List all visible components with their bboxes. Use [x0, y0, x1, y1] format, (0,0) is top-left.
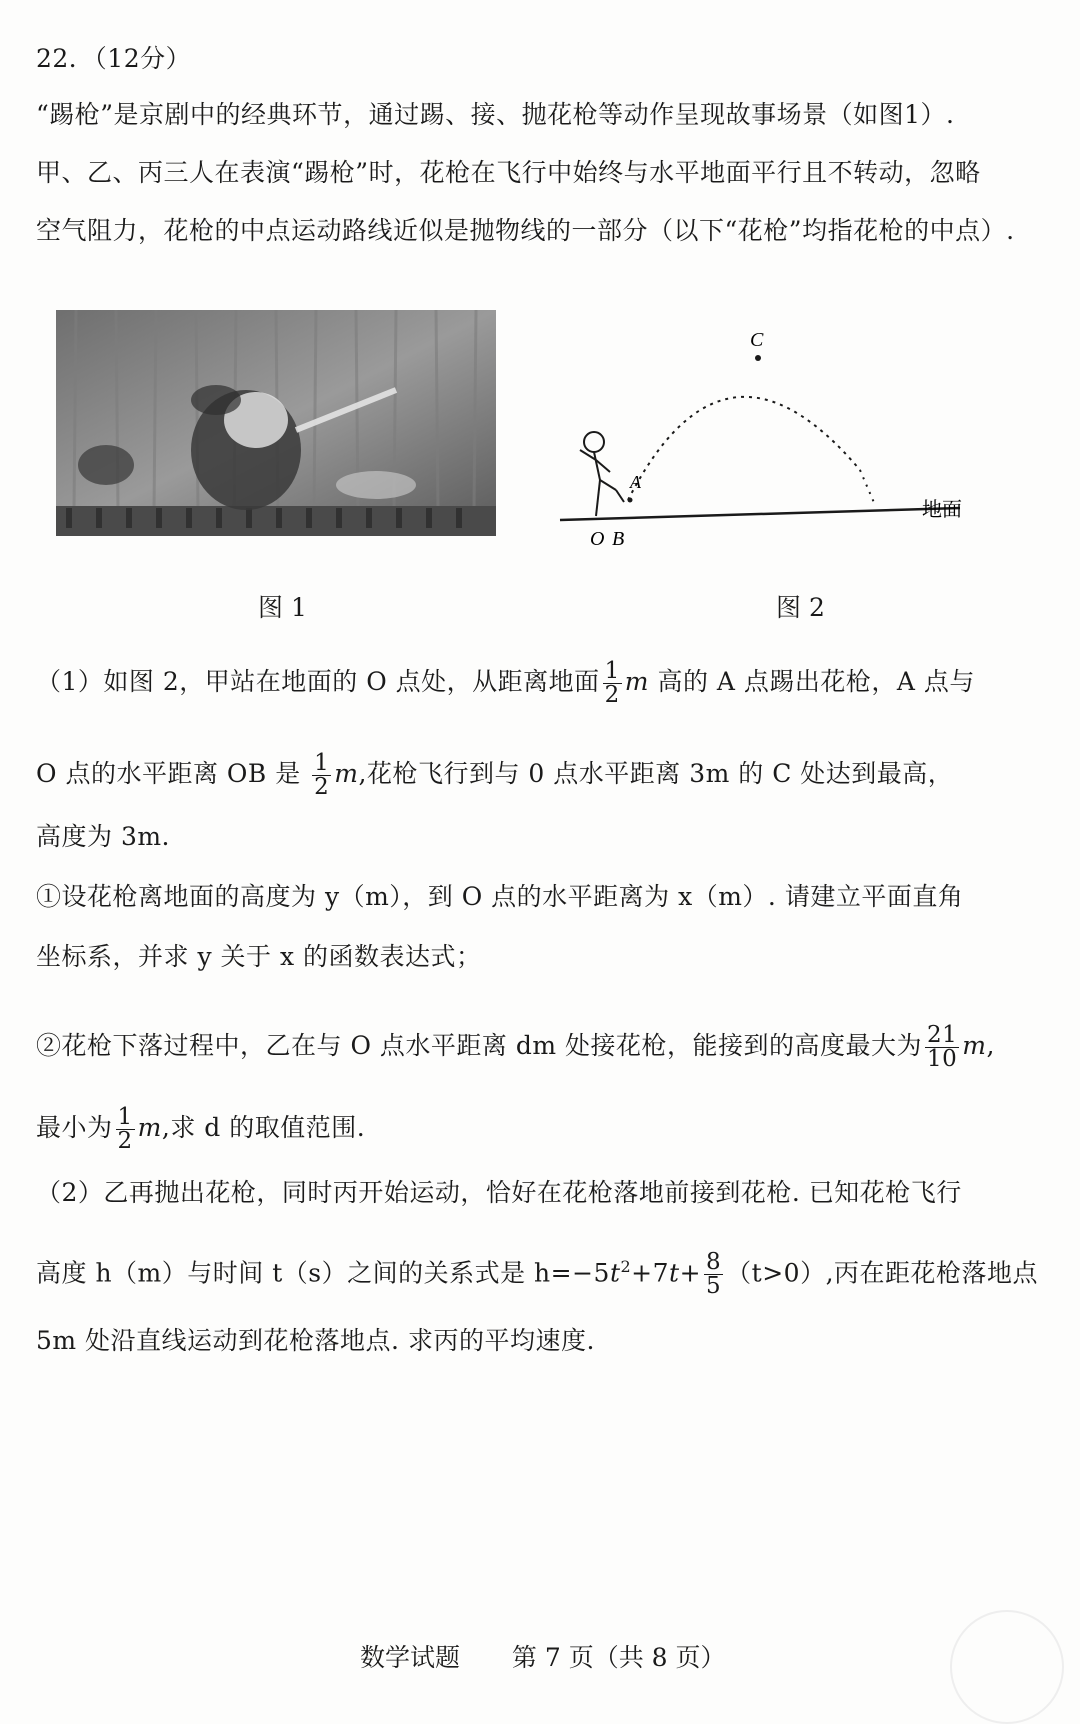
- page-footer: [360, 1638, 726, 1674]
- sub2-line1-text: ②花枪下落过程中，乙在与 O 点水平距离 dm 处接花枪，能接到的高度最大为: [36, 1031, 922, 1060]
- stage-photo-image: [56, 310, 496, 536]
- part2-line-2: [36, 1250, 1038, 1298]
- fraction-8-5: $\frac{8}{5}$: [706, 1249, 722, 1300]
- part1-line2-rest: ,花枪飞行到与 0 点水平距离 3m 的 C 处达到最高，: [358, 759, 954, 788]
- footer-page-number: 第 7 页（共 8 页）: [511, 1643, 726, 1672]
- fraction-half-ob: $\frac{1}{2}$: [314, 750, 330, 800]
- part1-line1-rest: 高的 A 点踢出花枪，A 点与: [649, 667, 975, 696]
- var-t: t: [669, 1258, 680, 1288]
- exponent-2: 2: [620, 1257, 632, 1276]
- point-a-dot: [628, 498, 633, 503]
- unit-m: m: [962, 1031, 987, 1060]
- var-t: t: [609, 1258, 621, 1288]
- point-b-label: B: [612, 528, 625, 550]
- kicker-figure: [580, 432, 624, 516]
- point-c-label: C: [750, 329, 764, 351]
- sub2-line-1: [36, 1024, 995, 1071]
- sub1-line-2: 坐标系，并求 y 关于 x 的函数表达式；: [36, 942, 482, 971]
- part1-line1-text: （1）如图 2，甲站在地面的 O 点处，从距离地面: [36, 667, 600, 696]
- plus-sign: +: [679, 1258, 702, 1288]
- unit-m: m: [624, 667, 650, 696]
- plus-7: +7: [631, 1258, 670, 1288]
- point-o-label: O: [590, 528, 605, 550]
- point-c-dot: [755, 355, 761, 361]
- part2-line-1: （2）乙再抛出花枪，同时丙开始运动，恰好在花枪落地前接到花枪. 已知花枪飞行: [36, 1178, 962, 1207]
- sub2-line2-text: 最小为: [36, 1113, 113, 1142]
- fraction-half-a: $\frac{1}{2}$: [604, 658, 620, 708]
- figure-1-caption: 图 1: [258, 593, 307, 622]
- trajectory-diagram: [550, 320, 970, 560]
- part1-line-3: 高度为 3m.: [36, 822, 171, 851]
- figure-2-diagram: [550, 320, 970, 560]
- sub2-line-2: [36, 1106, 365, 1153]
- part2-line-3: 5m 处沿直线运动到花枪落地点. 求丙的平均速度.: [36, 1326, 595, 1355]
- part1-line-2: [36, 752, 953, 799]
- question-number: 22．（12分）: [36, 44, 192, 73]
- point-a-label: A: [630, 472, 641, 492]
- ground-label: 地面: [922, 497, 962, 521]
- unit-m: m: [137, 1113, 162, 1142]
- watermark-logo: [950, 1610, 1064, 1724]
- sub2-line2-rest: ,求 d 的取值范围.: [161, 1113, 366, 1142]
- part2-line2-rest: （t>0）,丙在距花枪落地点: [726, 1258, 1039, 1288]
- fraction-half-min: $\frac{1}{2}$: [117, 1104, 133, 1154]
- unit-m: m: [334, 759, 359, 788]
- part2-line2-text: 高度 h（m）与时间 t（s）之间的关系式是 h=−5: [36, 1258, 610, 1288]
- figure-1-photo: [56, 310, 496, 536]
- ground-line: [560, 508, 960, 520]
- intro-line-1: “踢枪”是京剧中的经典环节，通过踢、接、抛花枪等动作呈现故事场景（如图1）.: [36, 100, 955, 129]
- fraction-21-10: $\frac{21}{10}$: [927, 1022, 958, 1072]
- intro-line-2: 甲、乙、丙三人在表演“踢枪”时，花枪在飞行中始终与水平地面平行且不转动，忽略: [36, 158, 981, 187]
- sub1-line-1: ①设花枪离地面的高度为 y（m），到 O 点的水平距离为 x（m）. 请建立平面直角: [36, 882, 964, 911]
- intro-line-3: 空气阻力，花枪的中点运动路线近似是抛物线的一部分（以下“花枪”均指花枪的中点）.: [36, 216, 1015, 245]
- figure-2-caption: 图 2: [776, 593, 825, 622]
- footer-subject: 数学试题: [360, 1643, 461, 1672]
- part1-line2-text: O 点的水平距离 OB 是: [36, 759, 310, 788]
- sub2-comma: ,: [986, 1031, 995, 1060]
- parabola-path: [628, 397, 860, 500]
- part1-line-1: [36, 660, 975, 707]
